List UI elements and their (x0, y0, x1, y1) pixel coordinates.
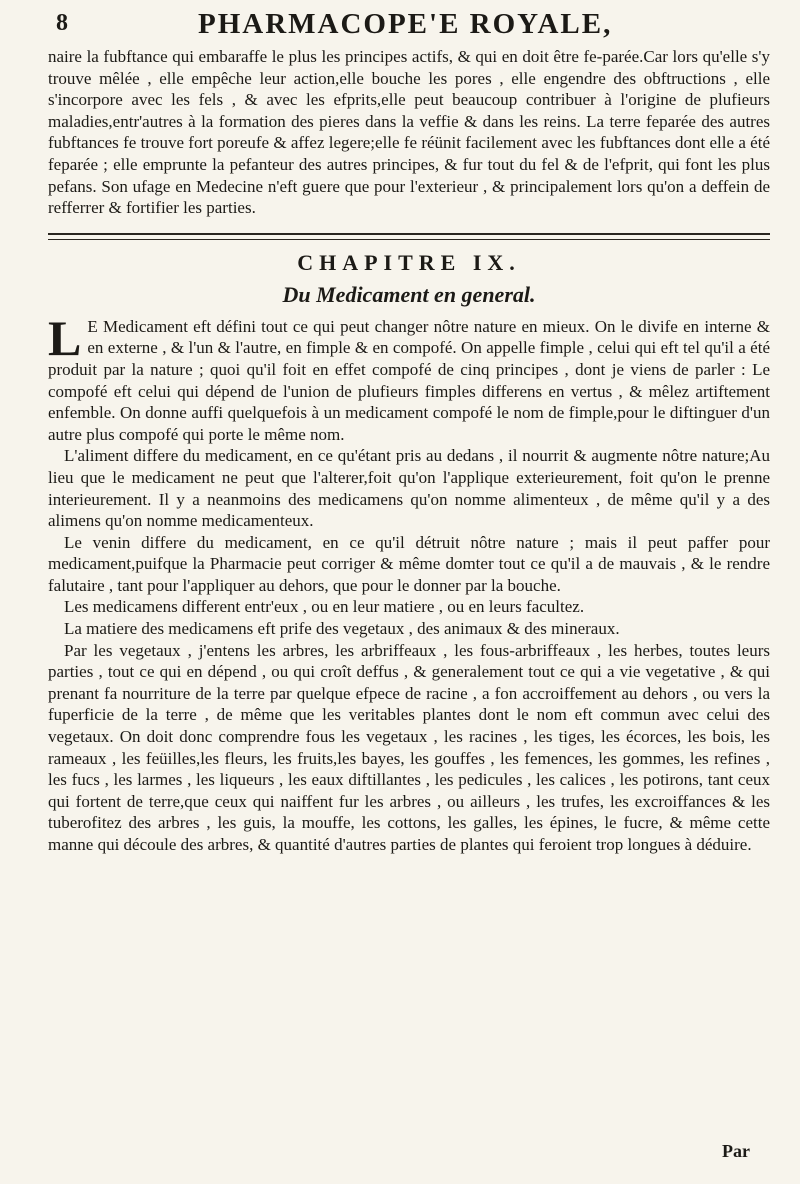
paragraph-venin: Le venin differe du medicament, en ce qu'il détruit nôtre nature ; mais il peut paffer pour medicament,puifque la Pharmacie peut corriger & même domter tout ce qu'il a de mauvais , & le rendre falutaire , tant pour l'appliquer au dehors, que pour le donner par la bouche. (48, 532, 770, 595)
chapter-body (48, 309, 770, 856)
top-paragraph: naire la fubftance qui embaraffe le plus les principes actifs, & qui en doit être fe-parée.Car lors qu'elle s'y trouve mêlée , elle empêche leur action,elle bouche les pores , elle engendre des obftructions , elle s'incorpore avec les fels , & avec les efprits,elle peut beaucoup contribuer à l'origine de plufieurs maladies,entr'autres à la formation des pieres dans la veffie & dans les reins. La terre feparée des autres fubftances fe trouve fort poreufe & affez legere;elle fe réünit facilement avec les fubftances dont elle a été feparée ; elle emprunte la pefanteur des autres principes, & fur tout du fel & de l'efprit, qui font les plus pefans. Son ufage en Medecine n'eft guere que pour l'exterieur , & principalement lors qu'on a deffein de refferrer & fortifier les parties. (48, 47, 770, 218)
chapter-divider (48, 233, 770, 240)
book-page (48, 8, 770, 1176)
chapter-subtitle: Du Medicament en general. (282, 281, 536, 307)
page-header (48, 8, 770, 46)
catchword: Par (722, 1141, 750, 1161)
paragraph-aliment: L'aliment differe du medicament, en ce qu'étant pris au dedans , il nourrit & augmente nôtre nature;Au lieu que le medicament ne peut que l'alterer,foit qu'on l'applique exterieurement, foit qu'on le prenne interieurement. Il y a neanmoins des medicamens qu'on nomme alimenteux , de même qu'il y a des alimens qu'on nomme medicamenteux. (48, 446, 770, 531)
chapter-title: CHAPITRE IX. (297, 249, 521, 275)
page-number: 8 (56, 10, 68, 36)
paragraph-matiere: La matiere des medicamens eft prife des vegetaux , des animaux & des mineraux. (64, 619, 620, 639)
paragraph-medicamens: Les medicamens different entr'eux , ou en leur matiere , ou en leurs facultez. (64, 597, 585, 617)
first-paragraph (48, 309, 770, 446)
first-paragraph-text: E Medicament eft défini tout ce qui peut changer nôtre nature en mieux. On le divife en interne & en externe , & l'un & l'autre, en fimple & en compofé. On appelle fimple , celui qui eft tel qu'il a été produit par la nature ; quoi qu'il foit en effet compofé de cinq principes , dont je viens de parler : Le compofé eft celui qui dépend de l'union de plufieurs fimples differens en vertus , & mêlez artiftement enfemble. On donne auffi quelquefois à un medicament compofé le nom de fimple,pour le diftinguer d'un autre plus compofé qui porte le même nom. (48, 316, 770, 444)
paragraph-vegetaux: Par les vegetaux , j'entens les arbres, les arbriffeaux , les fous-arbriffeaux , les herbes, toutes leurs parties , tout ce qui en dépend , ou qui croît deffus , & generalement tout ce qui a vie vegetative , & qui prenant fa nourriture de la terre par quelque efpece de racine , a fon accroiffement au dehors , ou vers la fuperficie de la terre , de même que les veritables plantes dont le nom eft commun avec celui des vegetaux. On doit donc comprendre fous les vegetaux , les racines , les tiges, les écorces, les bois, les rameaux , les feüilles,les fleurs, les fruits,les bayes, les gouffes , les femences, les gommes, les refines , les fucs , les larmes , les liqueurs , les eaux diftillantes , les pedicules , les calices , les potirons, tant ceux qui fortent de terre,que ceux qui naiffent fur les arbres , ou ailleurs , les trufes, les excroiffances & les tuberofitez des arbres , les guis, la mouffe, les cottons, les galles, les épines, le fucre, & même cette manne qui découle des arbres, & quantité d'autres parties de plantes qui feroient trop longues à déduire. (48, 640, 770, 854)
drop-cap: L (48, 309, 82, 366)
running-title: PHARMACOPE'E ROYALE, (198, 8, 613, 40)
